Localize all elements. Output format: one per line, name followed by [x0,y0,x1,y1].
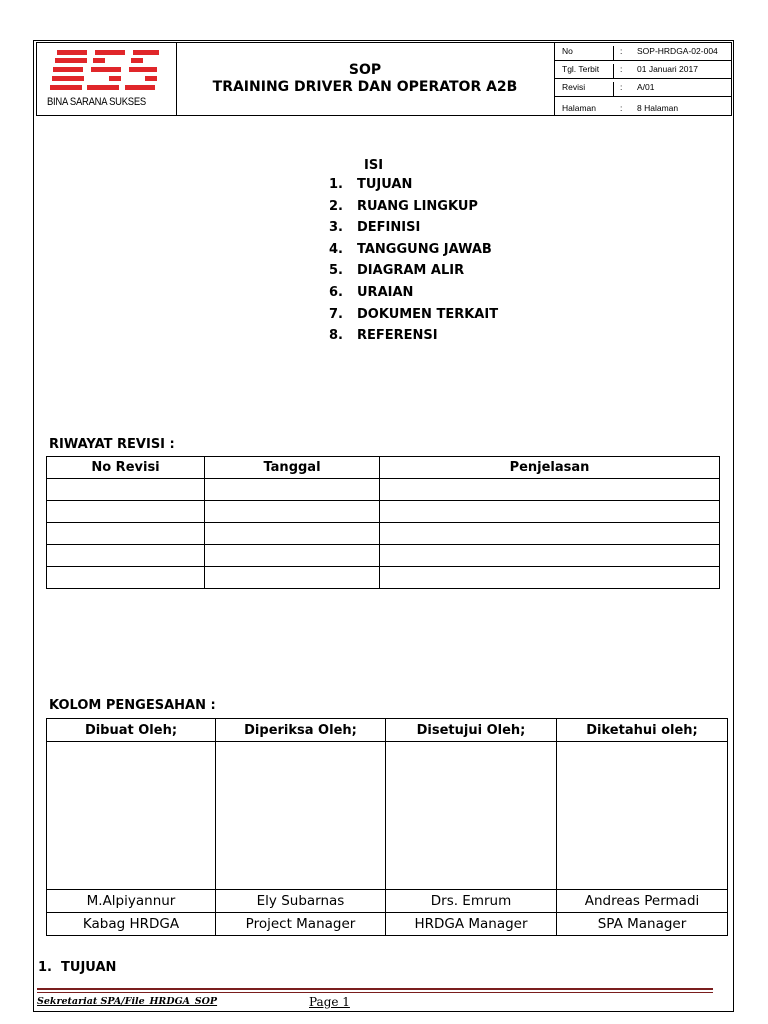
footer-rule [37,988,713,990]
meta-label: Revisi [562,82,586,92]
footer-file-path: Sekretariat SPA/File_HRDGA_SOP [37,996,218,1007]
contents-title: ISI [364,158,384,173]
position-row [47,913,728,936]
column-header: Penjelasan [380,457,720,479]
meta-colon: : [620,64,623,74]
column-header: Disetujui Oleh; [386,719,557,742]
document-meta [555,43,731,115]
logo-cell [37,43,177,115]
contents-item: 3. DEFINISI [329,220,421,236]
contents-item: 1. TUJUAN [329,177,413,192]
approval-title: KOLOM PENGESAHAN : [49,698,216,713]
document-header [36,42,732,116]
table-row [47,567,720,589]
contents-item: 6. URAIAN [329,284,414,300]
table-cell [47,523,205,545]
revision-history-table [46,456,720,589]
signer-position: Project Manager [216,913,386,936]
table-cell [205,501,380,523]
table-row [47,523,720,545]
section-heading: 1. TUJUAN [38,960,117,975]
table-cell [205,523,380,545]
signer-position: SPA Manager [557,913,728,936]
contents-item: 5. DIAGRAM ALIR [329,263,465,279]
meta-label: Halaman [562,103,597,113]
meta-colon: : [620,46,623,56]
approval-table [46,718,728,936]
table-row [47,545,720,567]
meta-row-revision [555,79,731,97]
table-cell [205,479,380,501]
contents-item: 7. DOKUMEN TERKAIT [329,306,499,322]
table-header-row [47,719,728,742]
meta-value: SOP-HRDGA-02-004 [637,46,718,56]
table-cell [205,545,380,567]
signer-name: Andreas Permadi [557,890,728,913]
meta-row-pages [555,97,731,121]
meta-row-date [555,61,731,79]
column-header: Diperiksa Oleh; [216,719,386,742]
table-cell [380,545,720,567]
document-title: TRAINING DRIVER DAN OPERATOR A2B [212,79,518,95]
signer-position: Kabag HRDGA [47,913,216,936]
column-header: Dibuat Oleh; [47,719,216,742]
meta-colon: : [620,103,623,113]
column-header: No Revisi [47,457,205,479]
company-name: BINA SARANA SUKSES [47,96,146,108]
table-cell [380,501,720,523]
document-type: SOP [348,62,382,78]
signer-name: Drs. Emrum [386,890,557,913]
bss-logo [49,48,161,96]
meta-value: 8 Halaman [637,103,679,113]
meta-value: 01 Januari 2017 [637,64,698,74]
meta-row-number [555,43,731,61]
table-header-row [47,457,720,479]
contents-item: 4. TANGGUNG JAWAB [329,241,492,257]
table-cell [47,501,205,523]
signer-position: HRDGA Manager [386,913,557,936]
title-cell [176,43,555,115]
signature-box [557,742,728,890]
signature-box [216,742,386,890]
meta-label: Tgl. Terbit [562,64,600,74]
page-number: Page 1 [309,995,350,1009]
table-cell [380,567,720,589]
column-header: Diketahui oleh; [557,719,728,742]
name-row [47,890,728,913]
footer-rule-thin [37,992,713,993]
revision-history-title: RIWAYAT REVISI : [49,437,175,452]
table-cell [205,567,380,589]
table-cell [380,479,720,501]
table-cell [380,523,720,545]
contents-item: 8. REFERENSI [329,328,438,344]
table-cell [47,545,205,567]
contents-list [329,177,498,350]
table-row [47,501,720,523]
signer-name: M.Alpiyannur [47,890,216,913]
column-header: Tanggal [205,457,380,479]
meta-colon: : [620,82,623,92]
signer-name: Ely Subarnas [216,890,386,913]
contents-item: 2. RUANG LINGKUP [329,198,478,214]
table-row [47,479,720,501]
signature-box [47,742,216,890]
meta-label: No [562,46,573,56]
table-cell [47,479,205,501]
table-cell [47,567,205,589]
meta-value: A/01 [637,82,655,92]
signature-box [386,742,557,890]
signature-row [47,742,728,890]
